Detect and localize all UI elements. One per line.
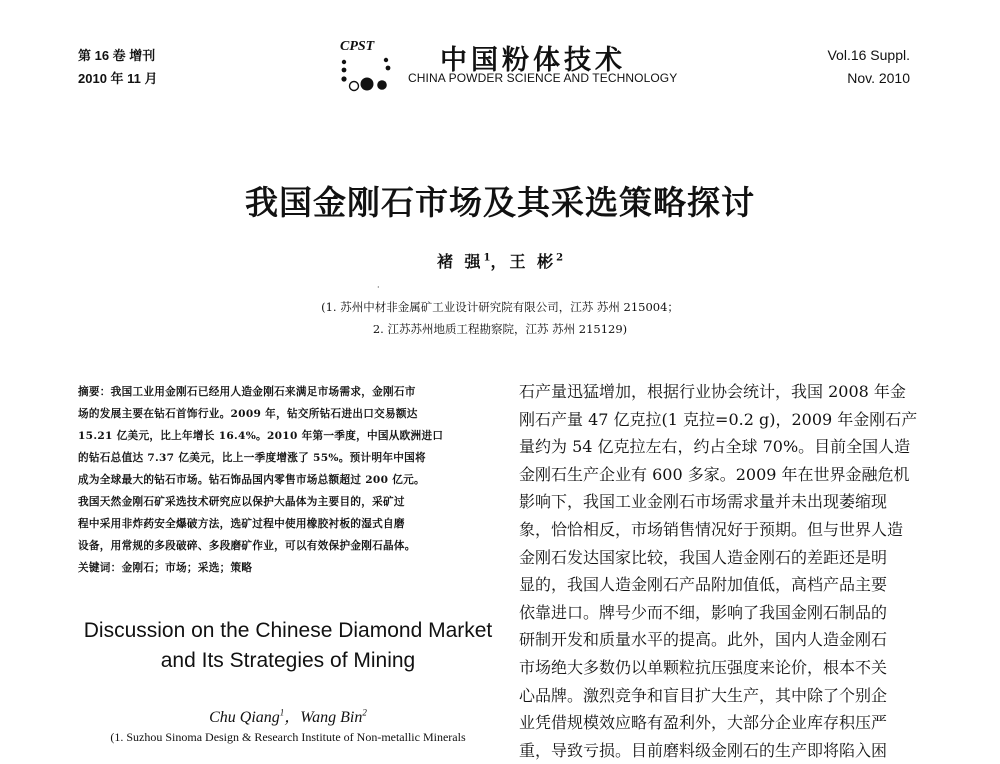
author-1-mark: 1 bbox=[483, 252, 491, 264]
paper-title-en bbox=[78, 616, 498, 676]
author-separator: ， bbox=[490, 252, 510, 271]
body-line: 量约为 54 亿克拉左右，约占全球 70%。目前全国人造 bbox=[519, 437, 911, 457]
author-2-mark: 2 bbox=[556, 252, 564, 264]
abstract-line: 的钻石总值达 7.37 亿美元，比上一季度增涨了 55%。预计明年中国将 bbox=[78, 452, 426, 464]
volume-info-en bbox=[827, 44, 910, 90]
abstract-line: 我国天然金刚石矿采选技术研究应以保护大晶体为主要目的，采矿过 bbox=[78, 496, 405, 508]
body-line: 市场绝大多数仍以单颗粒抗压强度来论价，根本不关 bbox=[519, 657, 888, 677]
keywords-line: 关键词：金刚石；市场；采选；策略 bbox=[78, 562, 253, 574]
title-en-line: and Its Strategies of Mining bbox=[160, 649, 416, 672]
date-cn: 2010 年 11 月 bbox=[78, 71, 158, 86]
author-en-2-mark: 2 bbox=[362, 707, 367, 718]
journal-logo-icon bbox=[338, 36, 400, 94]
decorative-dot: · bbox=[377, 283, 380, 292]
authors-en bbox=[78, 704, 498, 727]
affiliation-en: (1. Suzhou Sinoma Design & Research Institute of Non-metallic Minerals bbox=[110, 730, 466, 744]
body-line: 心品牌。激烈竞争和盲目扩大生产，其中除了个别企 bbox=[519, 685, 888, 705]
abstract-block bbox=[78, 381, 484, 579]
abstract-line: 摘要：我国工业用金刚石已经用人造金刚石来满足市场需求，金刚石市 bbox=[78, 386, 416, 398]
body-line: 业凭借规模效应略有盈利外，大部分企业库存积压严 bbox=[519, 713, 888, 733]
journal-name-cn: 中国粉体技术 bbox=[440, 45, 626, 76]
author-1: 褚 强 bbox=[436, 252, 484, 271]
author-en-1-mark: 1 bbox=[279, 707, 285, 718]
body-line: 金刚石生产企业有 600 多家。2009 年在世界金融危机 bbox=[519, 464, 910, 484]
body-line: 重，导致亏损。目前磨料级金刚石的生产即将陷入困 bbox=[519, 740, 888, 760]
affiliation-line: (1. 苏州中材非金属矿工业设计研究院有限公司，江苏 苏州 215004； bbox=[321, 300, 679, 314]
abstract-line: 成为全球最大的钻石市场。钻石饰品国内零售市场总额超过 200 亿元。 bbox=[78, 474, 425, 486]
paper-title-cn: 我国金刚石市场及其采选策略探讨 bbox=[245, 183, 755, 222]
date-en: Nov. 2010 bbox=[847, 70, 910, 86]
volume-info-cn bbox=[78, 44, 158, 90]
abstract-line: 场的发展主要在钻石首饰行业。2009 年，钻交所钻石进出口交易额达 bbox=[78, 408, 418, 420]
abstract-line: 程中采用非炸药安全爆破方法，选矿过程中使用橡胶衬板的湿式自磨 bbox=[78, 518, 405, 530]
body-line: 依靠进口。牌号少而不细，影响了我国金刚石制品的 bbox=[519, 602, 888, 622]
volume-cn: 第 16 卷 增刊 bbox=[78, 48, 156, 63]
author-en-separator: ， bbox=[284, 709, 301, 726]
body-line: 象，恰恰相反，市场销售情况好于预期。但与世界人造 bbox=[519, 519, 904, 539]
title-en-line: Discussion on the Chinese Diamond Market bbox=[83, 619, 493, 642]
journal-name-en: CHINA POWDER SCIENCE AND TECHNOLOGY bbox=[408, 71, 678, 85]
body-line: 石产量迅猛增加，根据行业协会统计，我国 2008 年金 bbox=[519, 382, 906, 401]
body-line: 研制开发和质量水平的提高。此外，国内人造金刚石 bbox=[519, 630, 888, 650]
body-line: 影响下，我国工业金刚石市场需求量并未出现萎缩现 bbox=[519, 492, 888, 512]
body-line: 刚石产量 47 亿克拉(1 克拉=0.2 g)，2009 年金刚石产 bbox=[519, 409, 918, 429]
body-line: 显的，我国人造金刚石产品附加值低，高档产品主要 bbox=[519, 575, 888, 595]
author-2: 王 彬 bbox=[509, 252, 557, 271]
volume-en: Vol.16 Suppl. bbox=[827, 47, 910, 63]
author-en-2: Wang Bin bbox=[300, 709, 363, 726]
abstract-line: 设备，用常规的多段破碎、多段磨矿作业，可以有效保护金刚石晶体。 bbox=[78, 540, 416, 552]
body-text bbox=[519, 378, 939, 764]
affiliation-line: 2. 江苏苏州地质工程勘察院，江苏 苏州 215129) bbox=[372, 322, 628, 336]
authors-cn bbox=[0, 249, 1000, 272]
author-en-1: Chu Qiang bbox=[209, 709, 280, 726]
body-line: 金刚石发达国家比较，我国人造金刚石的差距还是明 bbox=[519, 547, 888, 567]
affiliations-cn bbox=[0, 296, 1000, 340]
logo-text: CPST bbox=[340, 39, 375, 54]
abstract-line: 15.21 亿美元，比上年增长 16.4%。2010 年第一季度，中国从欧洲进口 bbox=[78, 430, 444, 442]
